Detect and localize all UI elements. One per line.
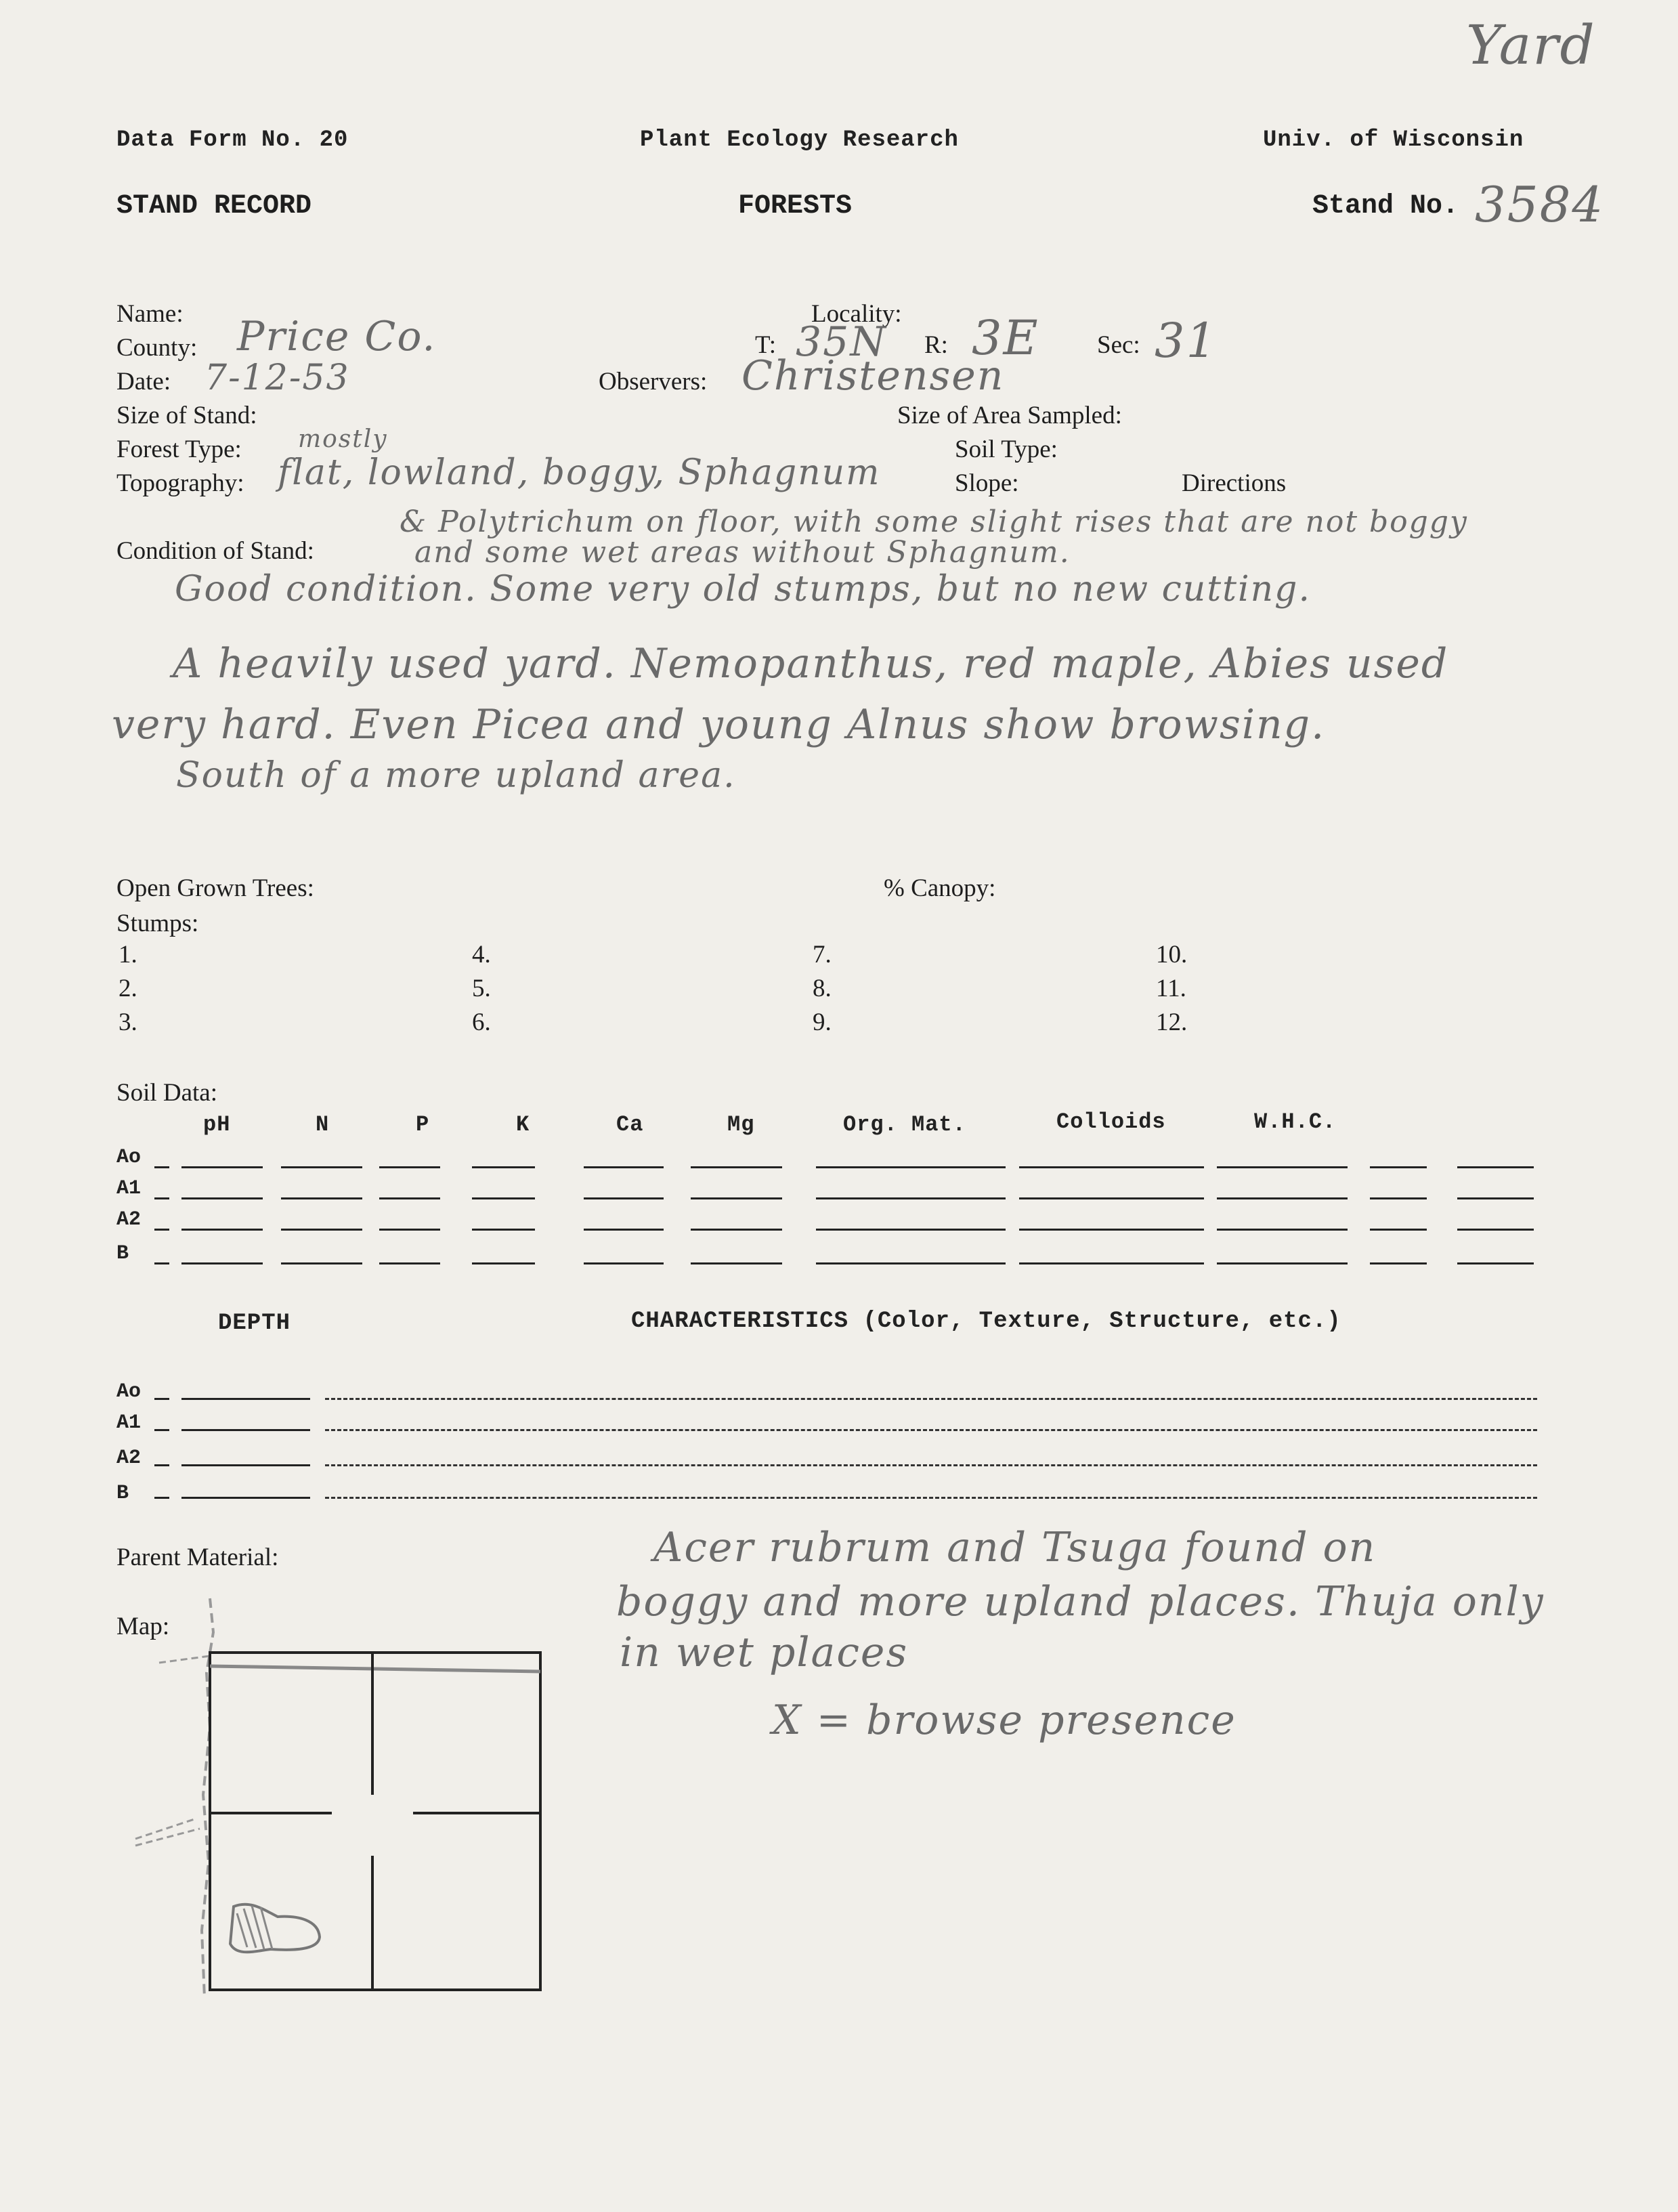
soil-col-ph: pH <box>203 1112 231 1137</box>
soil-blank-line <box>1457 1229 1534 1231</box>
soil-blank-line <box>1370 1197 1427 1199</box>
forest-type-value: mostly <box>298 425 388 453</box>
note-line-1: & Polytrichum on floor, with some slight rises that are not boggy <box>400 505 1468 539</box>
note-line-6: South of a more upland area. <box>176 755 736 796</box>
soil-blank-line <box>1370 1166 1427 1168</box>
soil-blank-line <box>1370 1229 1427 1231</box>
university: Univ. of Wisconsin <box>1263 127 1524 153</box>
corner-note: Yard <box>1466 14 1596 77</box>
condition-label: Condition of Stand: <box>116 537 314 565</box>
map-note-line-1: Acer rubrum and Tsuga found on <box>653 1524 1377 1571</box>
soil-blank-line <box>379 1166 440 1168</box>
depth-blank-line <box>181 1398 310 1400</box>
soil-data-label: Soil Data: <box>116 1079 218 1107</box>
open-grown-label: Open Grown Trees: <box>116 874 314 902</box>
soil-blank-line <box>816 1166 1006 1168</box>
stump-number: 11. <box>1156 975 1186 1002</box>
range-value: 3E <box>972 310 1039 366</box>
depth-row-lead <box>154 1398 169 1400</box>
soil-col-p: P <box>416 1112 430 1137</box>
soil-blank-line <box>584 1229 664 1231</box>
soil-blank-line <box>181 1197 263 1199</box>
depth-row-b: B <box>116 1482 129 1505</box>
note-line-2: and some wet areas without Sphagnum. <box>414 535 1071 570</box>
soil-type-label: Soil Type: <box>955 435 1058 463</box>
soil-blank-line <box>472 1229 535 1231</box>
soil-blank-line <box>472 1166 535 1168</box>
directions-label: Directions <box>1182 469 1287 497</box>
characteristics-dashed-line <box>325 1497 1537 1499</box>
characteristics-dashed-line <box>325 1398 1537 1400</box>
stump-number: 6. <box>472 1008 491 1036</box>
soil-blank-line <box>1457 1166 1534 1168</box>
name-label: Name: <box>116 300 184 328</box>
characteristics-dashed-line <box>325 1464 1537 1466</box>
depth-row-ao: Ao <box>116 1380 142 1403</box>
size-of-area-label: Size of Area Sampled: <box>897 402 1122 429</box>
soil-blank-line <box>472 1197 535 1199</box>
soil-blank-line <box>816 1197 1006 1199</box>
depth-row-lead <box>154 1497 169 1499</box>
stump-number: 4. <box>472 941 491 969</box>
soil-blank-line <box>691 1262 782 1264</box>
canopy-label: % Canopy: <box>884 874 996 902</box>
soil-blank-line <box>584 1197 664 1199</box>
soil-blank-line <box>691 1197 782 1199</box>
soil-col-n: N <box>316 1112 330 1137</box>
county-label: County: <box>116 334 198 362</box>
soil-col-colloids: Colloids <box>1056 1109 1166 1134</box>
soil-blank-line <box>816 1262 1006 1264</box>
soil-blank-line <box>1019 1262 1204 1264</box>
soil-blank-line <box>691 1166 782 1168</box>
stand-number-label: Stand No. <box>1312 191 1459 221</box>
forest-type-title: FORESTS <box>738 191 853 221</box>
soil-col-whc: W.H.C. <box>1254 1109 1337 1134</box>
depth-blank-line <box>181 1464 310 1466</box>
soil-col-k: K <box>516 1112 530 1137</box>
soil-blank-line <box>281 1197 362 1199</box>
note-line-5: very hard. Even Picea and young Alnus show browsing. <box>112 701 1326 748</box>
soil-blank-line <box>1019 1197 1204 1199</box>
soil-blank-line <box>472 1262 535 1264</box>
stump-number: 3. <box>119 1008 137 1036</box>
soil-blank-line <box>584 1262 664 1264</box>
soil-row-lead <box>154 1197 169 1199</box>
depth-label: DEPTH <box>218 1311 291 1336</box>
observers-label: Observers: <box>599 368 708 396</box>
section-label: Sec: <box>1097 331 1140 359</box>
depth-blank-line <box>181 1429 310 1431</box>
depth-row-a2: A2 <box>116 1447 142 1470</box>
map-note-line-4: X = browse presence <box>772 1697 1236 1744</box>
date-value: 7-12-53 <box>205 358 350 398</box>
soil-blank-line <box>281 1166 362 1168</box>
stump-number: 1. <box>119 941 137 969</box>
soil-blank-line <box>379 1229 440 1231</box>
soil-row-b: B <box>116 1242 129 1265</box>
county-value: Price Co. <box>237 313 437 360</box>
township-value: 35N <box>796 318 887 366</box>
soil-row-a2: A2 <box>116 1208 142 1231</box>
stump-number: 7. <box>813 941 832 969</box>
observers-value: Christensen <box>741 352 1005 400</box>
locality-label: Locality: <box>811 300 902 328</box>
stump-number: 8. <box>813 975 832 1002</box>
map-note-line-2: boggy and more upland places. Thuja only <box>616 1578 1545 1625</box>
stump-number: 2. <box>119 975 137 1002</box>
soil-blank-line <box>816 1229 1006 1231</box>
size-of-stand-label: Size of Stand: <box>116 402 257 429</box>
soil-col-mg: Mg <box>727 1112 755 1137</box>
stump-number: 5. <box>472 975 491 1002</box>
stump-number: 10. <box>1156 941 1188 969</box>
soil-blank-line <box>379 1197 440 1199</box>
soil-blank-line <box>584 1166 664 1168</box>
soil-blank-line <box>281 1262 362 1264</box>
date-label: Date: <box>116 368 171 396</box>
slope-label: Slope: <box>955 469 1019 497</box>
soil-blank-line <box>181 1166 263 1168</box>
stand-number-value: 3584 <box>1475 176 1605 233</box>
record-title: STAND RECORD <box>116 191 312 221</box>
soil-row-lead <box>154 1229 169 1231</box>
topography-value: flat, lowland, boggy, Sphagnum <box>278 452 881 493</box>
soil-blank-line <box>1019 1166 1204 1168</box>
note-line-4: A heavily used yard. Nemopanthus, red maple, Abies used <box>173 640 1449 687</box>
soil-blank-line <box>691 1229 782 1231</box>
soil-blank-line <box>1217 1197 1348 1199</box>
depth-row-a1: A1 <box>116 1411 142 1434</box>
soil-blank-line <box>1217 1262 1348 1264</box>
soil-blank-line <box>1217 1166 1348 1168</box>
depth-row-lead <box>154 1429 169 1431</box>
stump-number: 12. <box>1156 1008 1188 1036</box>
soil-row-lead <box>154 1262 169 1264</box>
soil-blank-line <box>1457 1262 1534 1264</box>
map-label: Map: <box>116 1613 170 1640</box>
soil-row-ao: Ao <box>116 1146 142 1169</box>
note-line-3: Good condition. Some very old stumps, but no new cutting. <box>175 569 1311 610</box>
soil-blank-line <box>181 1229 263 1231</box>
stand-map <box>122 1592 555 2012</box>
organization: Plant Ecology Research <box>640 127 959 153</box>
soil-blank-line <box>181 1262 263 1264</box>
township-label: T: <box>755 331 777 359</box>
topography-label: Topography: <box>116 469 244 497</box>
soil-blank-line <box>1370 1262 1427 1264</box>
stump-number: 9. <box>813 1008 832 1036</box>
soil-blank-line <box>281 1229 362 1231</box>
depth-blank-line <box>181 1497 310 1499</box>
soil-col-ca: Ca <box>616 1112 644 1137</box>
map-note-line-3: in wet places <box>620 1629 909 1676</box>
soil-col-org-mat: Org. Mat. <box>843 1112 966 1137</box>
characteristics-label: CHARACTERISTICS (Color, Texture, Structure, etc.) <box>631 1309 1341 1334</box>
stumps-label: Stumps: <box>116 910 199 937</box>
form-number: Data Form No. 20 <box>116 127 349 153</box>
section-value: 31 <box>1155 313 1218 368</box>
soil-blank-line <box>1217 1229 1348 1231</box>
forest-type-label: Forest Type: <box>116 435 242 463</box>
characteristics-dashed-line <box>325 1429 1537 1431</box>
soil-row-a1: A1 <box>116 1177 142 1200</box>
parent-material-label: Parent Material: <box>116 1544 279 1571</box>
soil-blank-line <box>1019 1229 1204 1231</box>
range-label: R: <box>924 331 948 359</box>
soil-blank-line <box>379 1262 440 1264</box>
soil-blank-line <box>1457 1197 1534 1199</box>
soil-row-lead <box>154 1166 169 1168</box>
depth-row-lead <box>154 1464 169 1466</box>
